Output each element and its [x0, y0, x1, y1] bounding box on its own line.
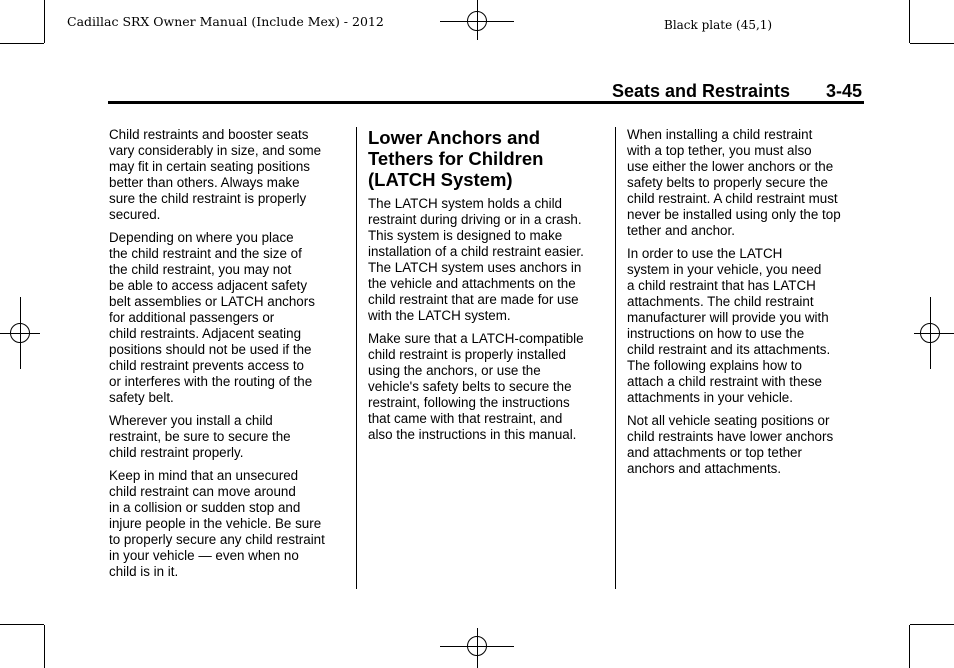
column-divider-1: [356, 127, 357, 589]
section-title: Seats and Restraints: [612, 81, 791, 101]
middle-column: [368, 127, 612, 450]
plate-label: Black plate (45,1): [664, 18, 773, 32]
left-paragraph-4: Keep in mind that an unsecured child restraint can move around in a collision or sudden stop and injure people in the vehicle. Be sure to properly secure any child restraint in your vehicle — even when no child is in it.: [109, 468, 325, 579]
right-paragraph-2: In order to use the LATCH system in your vehicle, you need a child restraint that has LATCH attachments. The child restraint manufacturer will provide you with instructions on how to use the child restraint and its attachments. The following explains how to attach a child restraint with these attachments in your vehicle.: [627, 246, 831, 405]
left-paragraph-3: Wherever you install a child restraint, be sure to secure the child restraint properly.: [109, 413, 291, 460]
left-paragraph-1: Child restraints and booster seats vary considerably in size, and some may fit in certain seating positions better than others. Always make sure the child restraint is properly secured.: [109, 127, 322, 222]
right-paragraph-3: Not all vehicle seating positions or child restraints have lower anchors and attachments or top tether anchors and attachments.: [627, 413, 834, 476]
page-number: 3-45: [826, 81, 863, 101]
header-rule: [108, 101, 864, 104]
manual-title: Cadillac SRX Owner Manual (Include Mex) - 2012: [67, 14, 384, 29]
right-paragraph-1: When installing a child restraint with a top tether, you must also use either the lower anchors or the safety belts to properly secure the child restraint. A child restraint must never be installed using only the top tether and anchor.: [627, 127, 841, 238]
middle-paragraph-2: Make sure that a LATCH-compatible child restraint is properly installed using the anchors, or use the vehicle's safety belts to secure the restraint, following the instructions that came with that restraint, and also the instructions in this manual.: [368, 331, 584, 442]
right-column: [627, 127, 871, 484]
left-column: [109, 127, 353, 587]
column-divider-2: [615, 127, 616, 589]
latch-heading: Lower Anchors and Tethers for Children (LATCH System): [368, 127, 544, 190]
middle-paragraph-1: The LATCH system holds a child restraint during driving or in a crash. This system is designed to make installation of a child restraint easier. The LATCH system uses anchors in the vehicle and attachments on the child restraint that are made for use with the LATCH system.: [368, 196, 584, 323]
left-paragraph-2: Depending on where you place the child restraint and the size of the child restraint, you may not be able to access adjacent safety belt assemblies or LATCH anchors for additional passengers or child restraints. Adjacent seating positions should not be used if the child restraint prevents access to or interferes with the routing of the safety belt.: [109, 230, 315, 405]
